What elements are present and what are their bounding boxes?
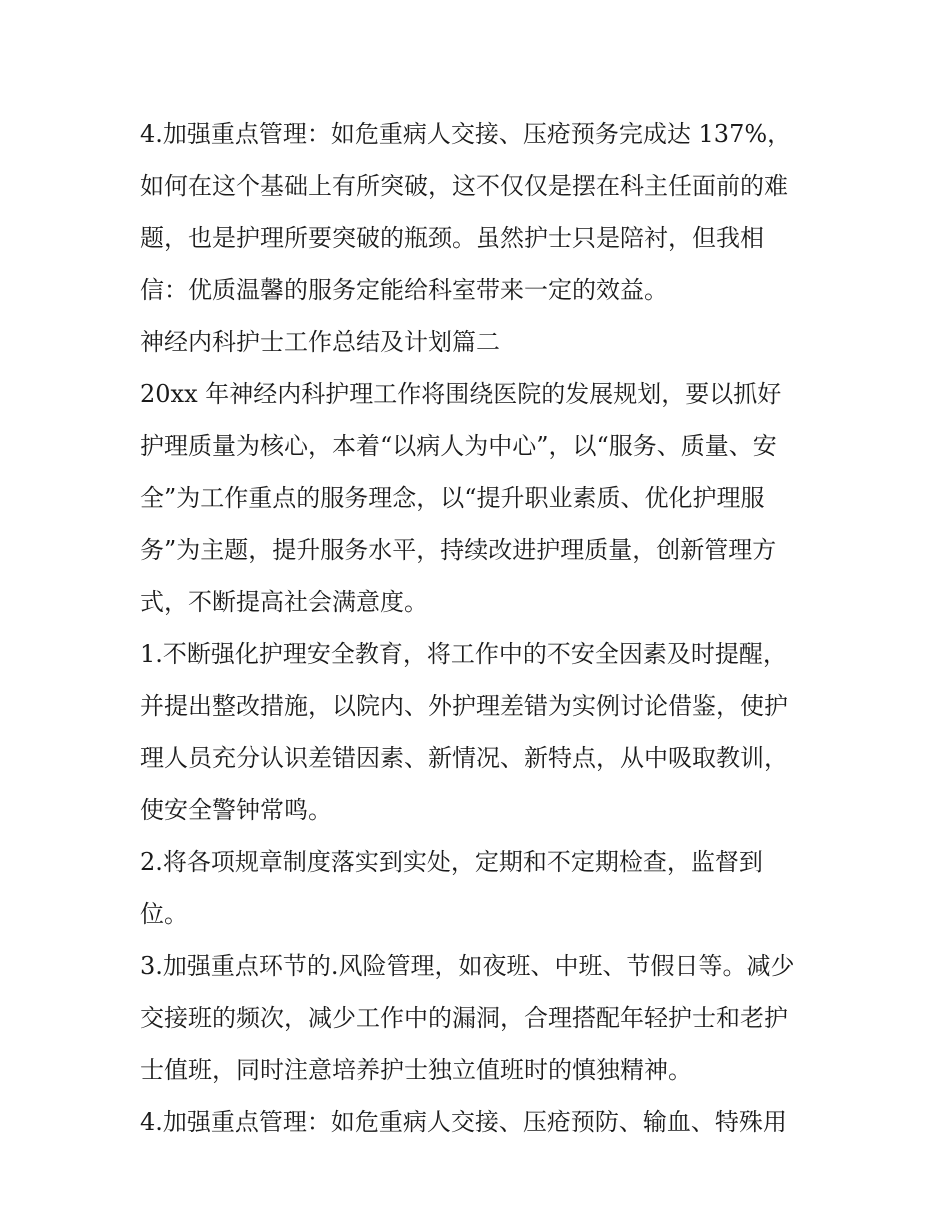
text-line: 使安全警钟常鸣。 (140, 796, 332, 824)
text-line: 4.加强重点管理：如危重病人交接、压疮预防、输血、特殊用 (140, 1108, 787, 1136)
text-line: 全”为工作重点的服务理念，以“提升职业素质、优化护理服 (140, 484, 765, 512)
text-line: 3.加强重点环节的.风险管理，如夜班、中班、节假日等。减少 (140, 952, 795, 980)
text-line: 护理质量为核心，本着“以病人为中心”，以“服务、质量、安 (140, 432, 777, 460)
text-line: 1.不断强化护理安全教育，将工作中的不安全因素及时提醒， (140, 640, 787, 668)
text-line: 式，不断提高社会满意度。 (140, 588, 428, 616)
text-line: 并提出整改措施，以院内、外护理差错为实例讨论借鉴，使护 (140, 692, 788, 720)
document-body (140, 108, 820, 1148)
text-line: 信：优质温馨的服务定能给科室带来一定的效益。 (140, 276, 668, 304)
text-line: 4.加强重点管理：如危重病人交接、压疮预务完成达 137%， (140, 120, 792, 148)
text-line: 交接班的频次，减少工作中的漏洞，合理搭配年轻护士和老护 (140, 1004, 788, 1032)
text-line: 如何在这个基础上有所突破，这不仅仅是摆在科主任面前的难 (140, 172, 788, 200)
section-heading: 神经内科护士工作总结及计划篇二 (140, 328, 500, 356)
text-line: 20xx 年神经内科护理工作将围绕医院的发展规划，要以抓好 (140, 380, 782, 408)
text-line: 题，也是护理所要突破的瓶颈。虽然护士只是陪衬，但我相 (140, 224, 764, 252)
text-line: 位。 (140, 900, 188, 928)
text-line: 2.将各项规章制度落实到实处，定期和不定期检查，监督到 (140, 848, 763, 876)
text-line: 务”为主题，提升服务水平，持续改进护理质量，创新管理方 (140, 536, 777, 564)
text-line: 理人员充分认识差错因素、新情况、新特点，从中吸取教训， (140, 744, 788, 772)
text-line: 士值班，同时注意培养护士独立值班时的慎独精神。 (140, 1056, 692, 1084)
